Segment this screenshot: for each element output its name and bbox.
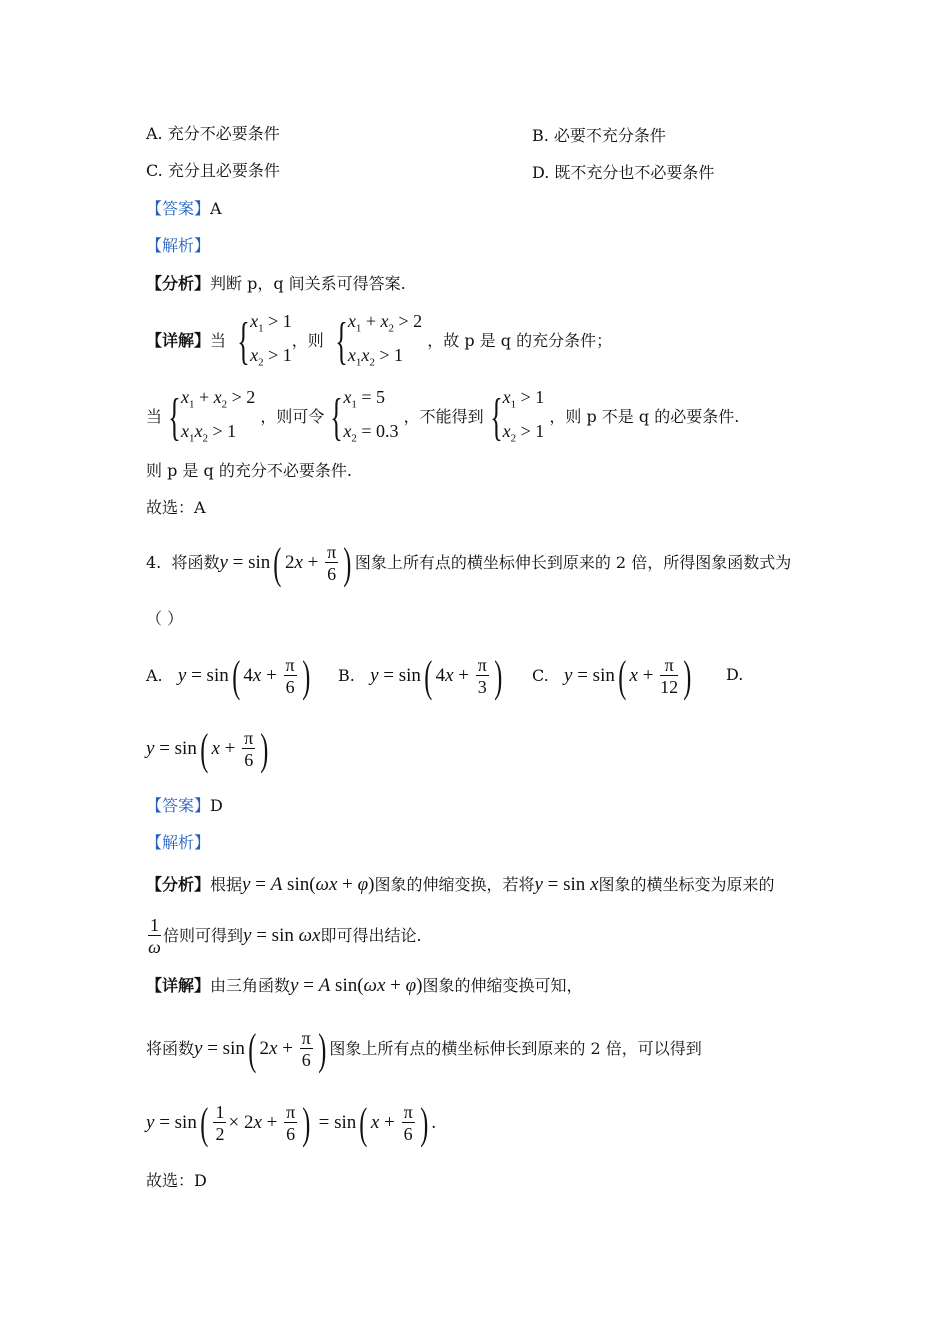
formula: y (219, 552, 228, 573)
brace: { (335, 312, 348, 370)
option-c: C. 充分且必要条件 (146, 161, 280, 180)
q4-detail-line-2: 将函数y = sin( 2x + $\frac{\pi}{6}$ ) 图象上所有点的横坐标伸长到原来的 2 倍，可以得到 (146, 1024, 702, 1074)
q4-choose-line: 故选：D (146, 1171, 207, 1190)
q4-detail-line-1: 【详解】由三角函数y = A sin(ωx + φ)图象的伸缩变换可知， (146, 975, 583, 996)
option-a: A. 充分不必要条件 (146, 124, 280, 143)
detail-line-1 (146, 308, 612, 375)
system: $x_1 = 5$ $x_2 = 0.3$ (343, 387, 399, 445)
q4-option-d-label: D. (726, 665, 744, 684)
system: $x_1 + x_2 > 2$ $x_1x_2 > 1$ (180, 387, 256, 445)
system: $x_1 > 1$ $x_2 > 1$ (502, 387, 545, 445)
brace: { (237, 312, 250, 370)
detail-line-2 (146, 384, 739, 451)
detail-text: ，则可令 (260, 407, 325, 427)
q4-option-d: y = sin( x + $\frac{\pi}{6}$ ) (146, 724, 269, 774)
detail-text: 当 (146, 407, 163, 427)
fenxi-text: 判断 p，q 间关系可得答案. (210, 274, 406, 293)
answer-line (146, 198, 222, 220)
answer-value: D (210, 796, 223, 815)
analysis-tag: 【解析】 (146, 236, 211, 255)
detail-text: ，不能得到 (403, 407, 484, 427)
q4-option-a: A. y = sin( 4x + $\frac{\pi}{6}$ ) (146, 651, 310, 701)
answer-tag: 【答案】 (146, 199, 211, 218)
stem-text: 将函数 (171, 553, 220, 572)
q4-fenxi-line-1: 【分析】根据y = A sin(ωx + φ)图象的伸缩变换，若将y = sin x图象的横坐标变为原来的 (146, 874, 775, 895)
detail-line-3: 则 p 是 q 的充分不必要条件. (146, 461, 352, 480)
fenxi-line (146, 273, 406, 295)
brace: { (489, 388, 503, 446)
detail-tag: 【详解】 (146, 331, 211, 351)
choose-line: 故选：A (146, 498, 206, 517)
brace: { (168, 388, 181, 446)
q4-option-b: B. y = sin( 4x + $\frac{\pi}{3}$ ) (338, 651, 503, 701)
q4-analysis-tag: 【解析】 (146, 833, 211, 852)
detail-text: ，则 p 不是 q 的必要条件. (549, 407, 740, 427)
detail-text: ，则 (291, 331, 324, 351)
brace: { (330, 388, 344, 446)
option-b: B. 必要不充分条件 (532, 126, 666, 145)
system: $x_1 + x_2 > 2$ $x_1x_2 > 1$ (347, 311, 423, 369)
answer-tag: 【答案】 (146, 796, 211, 815)
stem-text: 图象上所有点的横坐标伸长到原来的 2 倍，所得图象函数式为 (354, 553, 792, 572)
q4-result: y = sin( $\frac{1}{2}$ × 2x + $\frac{\pi}{6}$ ) = sin( x + $\frac{\pi}{6}$ ) . (146, 1098, 437, 1148)
detail-text: 当 (210, 331, 227, 351)
detail-text: ，故 p 是 q 的充分条件； (427, 331, 613, 351)
option-d: D. 既不充分也不必要条件 (532, 163, 715, 182)
question-number: 4. (146, 553, 162, 572)
q4-stem: 4. 将函数y = sin( 2x + $\frac{\pi}{6}$ ) 图象上所有点的横坐标伸长到原来的 2 倍，所得图象函数式为 (146, 538, 792, 588)
q4-answer-line (146, 795, 223, 817)
fraction: $\frac{\pi}{6}$ (327, 542, 337, 584)
answer-blank: （ ） (146, 609, 184, 628)
fenxi-tag: 【分析】 (146, 274, 211, 293)
q4-option-c: C. y = sin( x + $\frac{\pi}{12}$ ) (532, 651, 692, 701)
system: $x_1 > 1$ $x_2 > 1$ (250, 311, 292, 369)
answer-value: A (210, 199, 222, 218)
q4-fenxi-line-2: $\frac{1}{\omega}$ 倍则可得到y = sin ωx即可得出结论. (148, 915, 422, 957)
